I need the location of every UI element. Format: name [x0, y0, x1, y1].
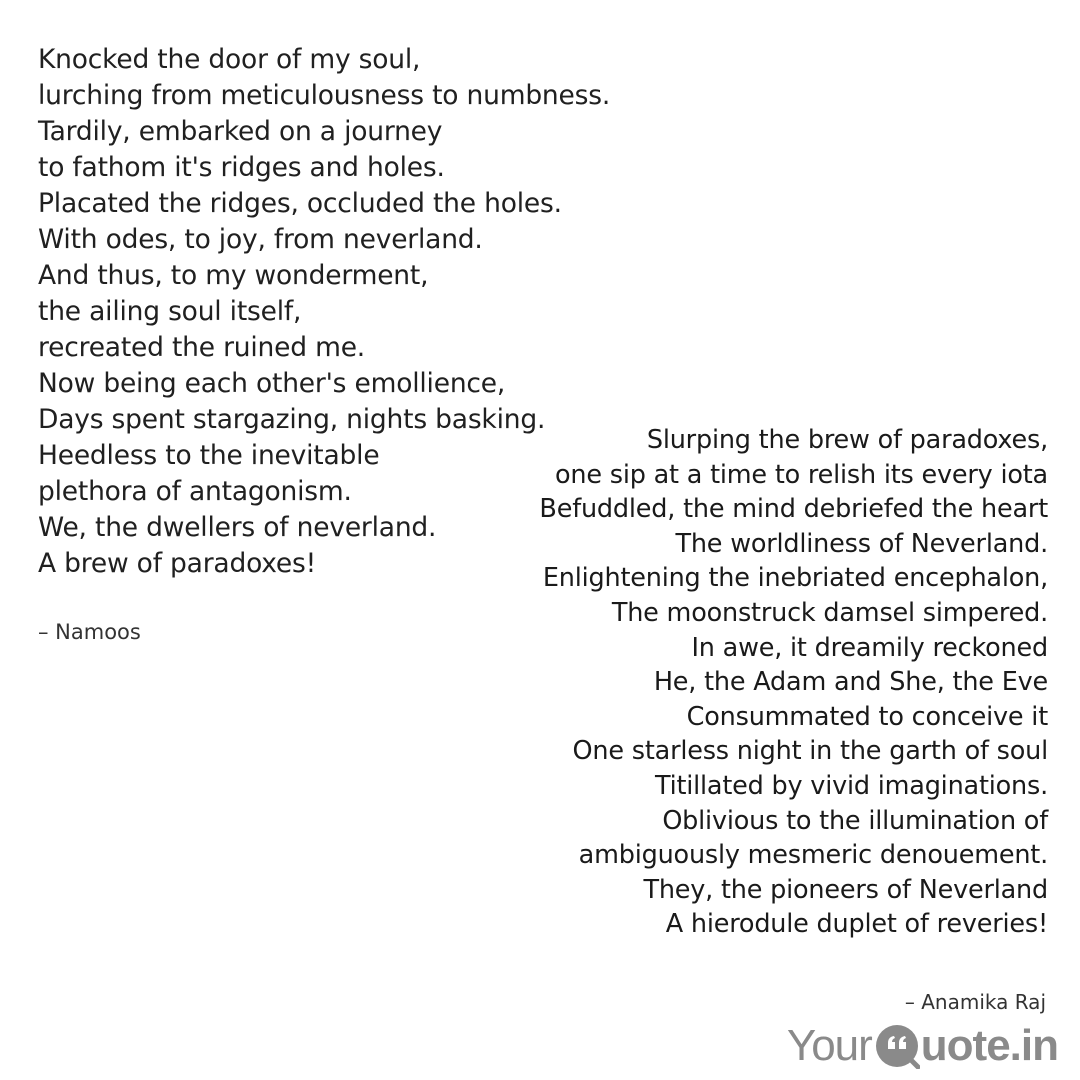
right-poem-line: Oblivious to the illumination of [662, 805, 1048, 836]
right-poem-line: Befuddled, the mind debriefed the heart [539, 494, 1048, 525]
left-poem-line: We, the dwellers of neverland. [38, 512, 437, 543]
right-poem-line: Slurping the brew of paradoxes, [646, 425, 1048, 455]
right-poem-author: – Anamika Raj [904, 990, 1046, 1014]
right-poem-line: He, the Adam and She, the Eve [653, 667, 1048, 698]
right-poem-line: Titillated by vivid imaginations. [654, 770, 1048, 801]
right-poem-line: They, the pioneers of Neverland [643, 874, 1048, 905]
left-poem-line: Days spent stargazing, nights basking. [38, 404, 546, 435]
right-poem-line: Consummated to conceive it [686, 701, 1048, 732]
right-poem-line: A hierodule duplet of reveries! [665, 909, 1048, 940]
right-poem-line: Enlightening the inebriated encephalon, [542, 563, 1048, 594]
right-poem-line: In awe, it dreamily reckoned [691, 632, 1048, 663]
right-poem-line: One starless night in the garth of soul [572, 736, 1048, 767]
yourquote-watermark [787, 1018, 1058, 1074]
quote-q-icon [874, 1023, 920, 1069]
left-poem-line: the ailing soul itself, [38, 296, 302, 327]
left-poem-line: plethora of antagonism. [38, 476, 352, 507]
right-poem-line: The worldliness of Neverland. [675, 528, 1048, 559]
watermark-suffix: uote.in [920, 1021, 1058, 1070]
watermark-prefix: Your [786, 1021, 872, 1070]
left-poem-line: Placated the ridges, occluded the holes. [38, 188, 562, 219]
left-poem-line: A brew of paradoxes! [38, 548, 317, 579]
left-poem-line: Heedless to the inevitable [38, 440, 380, 471]
left-poem-line: And thus, to my wonderment, [38, 260, 429, 291]
left-poem-line: Now being each other's emollience, [38, 368, 506, 399]
right-poem-line: ambiguously mesmeric denouement. [578, 840, 1048, 871]
left-poem-line: lurching from meticulousness to numbness. [38, 80, 611, 111]
right-poem [428, 423, 1048, 942]
left-poem-line: to fathom it's ridges and holes. [38, 152, 445, 183]
left-poem-line: Tardily, embarked on a journey [38, 116, 443, 147]
left-poem-author: – Namoos [38, 620, 141, 644]
right-poem-line: one sip at a time to relish its every iota [555, 459, 1048, 490]
left-poem-line: With odes, to joy, from neverland. [38, 224, 483, 255]
left-poem-line: recreated the ruined me. [38, 332, 366, 363]
right-poem-line: The moonstruck damsel simpered. [611, 597, 1048, 628]
left-poem-line: Knocked the door of my soul, [38, 44, 421, 75]
